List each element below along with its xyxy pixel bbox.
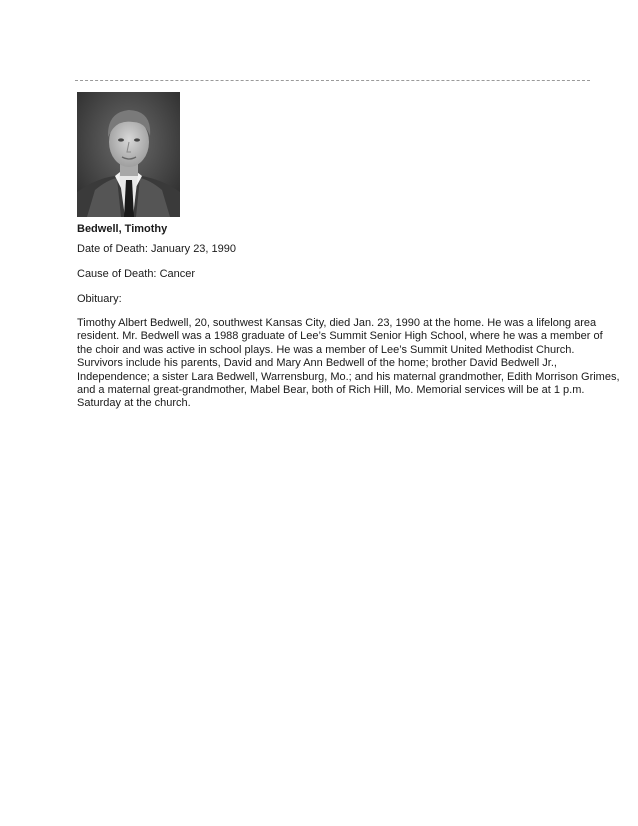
portrait-photo [77,92,180,217]
obituary-line: Survivors include his parents, David and Mary Ann Bedwell of the home; brother David Bedwell Jr., [77,357,557,370]
cause-of-death-label: Cause of Death: [77,268,157,280]
date-of-death-label: Date of Death: [77,243,148,255]
obituary-line: Timothy Albert Bedwell, 20, southwest Kansas City, died Jan. 23, 1990 at the home. He was a lifelong area [77,317,597,329]
cause-of-death [77,267,195,281]
date-of-death [77,242,236,256]
date-of-death-value: January 23, 1990 [151,243,237,255]
obituary-text [77,317,620,411]
obituary-line: and a maternal great-grandmother, Mabel Bear, both of Rich Hill, Mo. Memorial services will be at 1 p.m. [77,384,585,397]
obituary-line: the choir and was active in school plays. He was a member of Lee’s Summit United Methodist Church. [77,343,575,356]
obituary-line: Independence; a sister Lara Bedwell, Warrensburg, Mo.; and his maternal grandmother, Edith Morrison Grimes, [77,370,620,383]
obituary-label: Obituary: [77,293,122,305]
cause-of-death-value: Cancer [159,268,196,280]
obituary-line: resident. Mr. Bedwell was a 1988 graduate of Lee’s Summit Senior High School, where he was a member of [77,330,603,343]
dashed-divider [75,80,590,81]
obituary-line: Saturday at the church. [77,397,191,410]
deceased-name: Bedwell, Timothy [77,223,168,235]
